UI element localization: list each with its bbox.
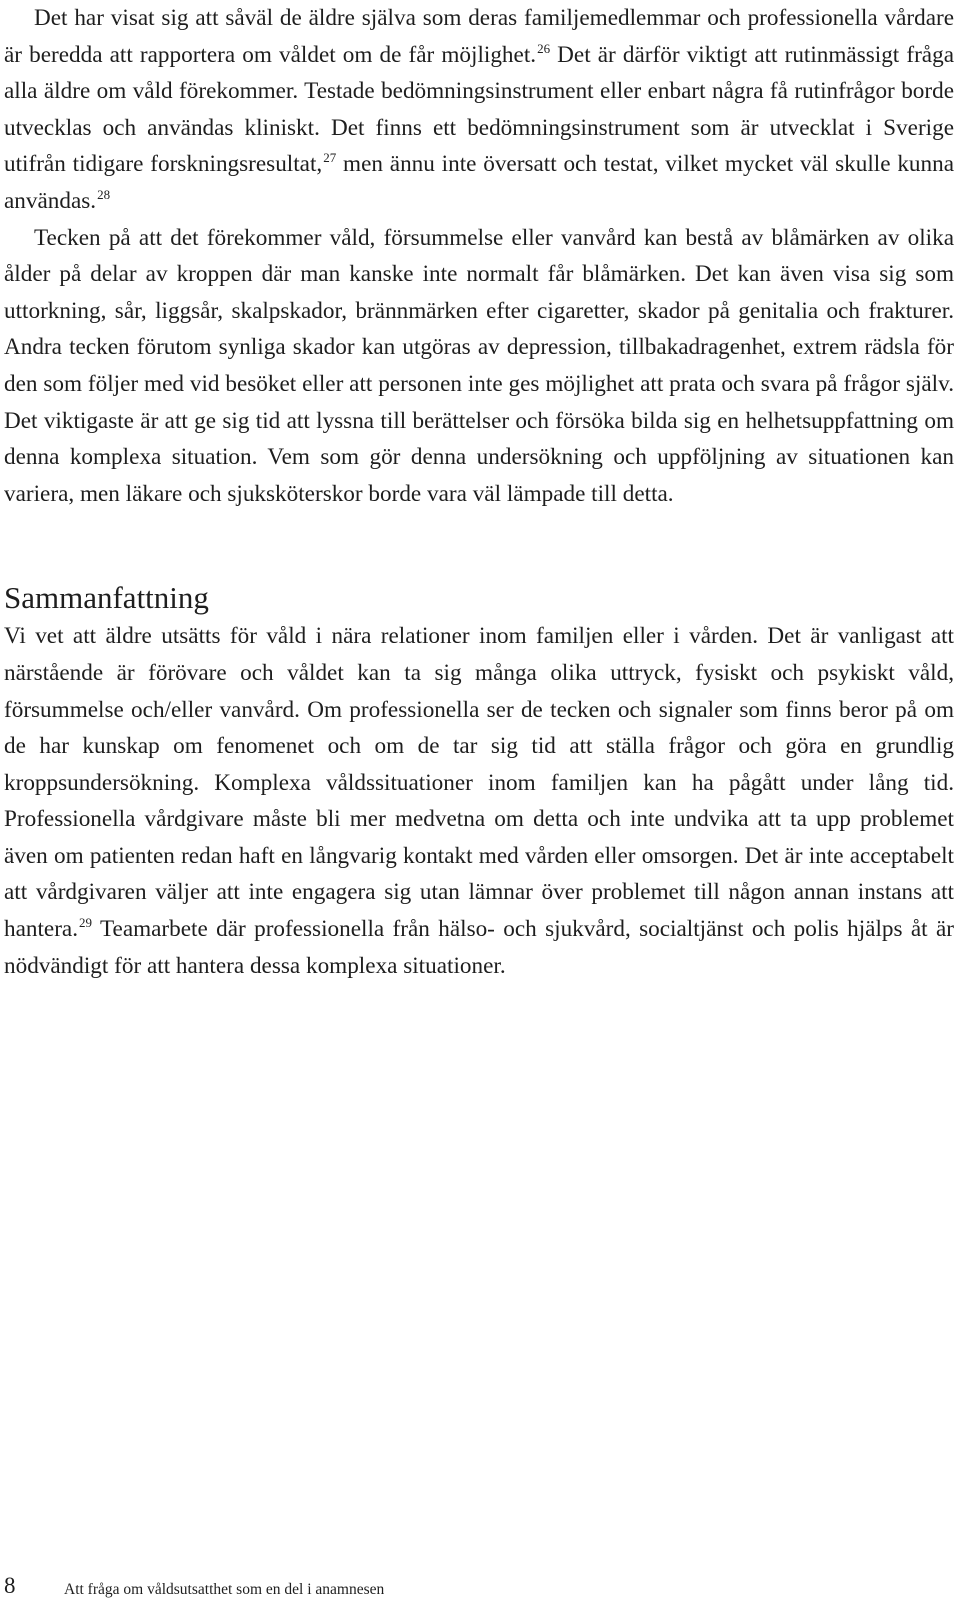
footnote-ref[interactable]: 28	[97, 186, 111, 202]
body-paragraph-signs	[4, 220, 954, 513]
summary-paragraph	[4, 618, 954, 984]
footnote-ref[interactable]: 26	[537, 40, 551, 56]
footnote-ref[interactable]: 29	[79, 915, 93, 931]
paragraph-text: Teamarbete där professionella från hälso- och sjukvård, socialtjänst och polis hjälps åt är nödvändigt för att hantera dessa komplexa situationer.	[4, 916, 954, 979]
paragraph-text: Tecken på att det förekommer våld, försummelse eller vanvård kan bestå av blåmärken av olika ålder på delar av kroppen där man kanske inte normalt får blåmärken. Det kan även visa sig som uttorkning, sår, liggsår, skalpskador, brännmärken efter cigaretter, skador på genitalia och frakturer. Andra tecken förutom synliga skador kan utgöras av depression, tillbakadragenhet, extrem rädsla för den som följer med vid besöket eller att personen inte ges möjlighet att prata och svara på frågor själv. Det viktigaste är att ge sig tid att lyssna till berättelser och försöka bilda sig en helhetsuppfattning om denna komplexa situation. Vem som gör denna undersökning och uppföljning av situationen kan variera, men läkare och sjuksköterskor borde vara väl lämpade till detta.	[4, 224, 954, 507]
paragraph-text: Vi vet att äldre utsätts för våld i nära relationer inom familjen eller i vården. Det är vanligast att närstående är förövare och våldet kan ta sig många olika uttryck, fysiskt och psykiskt våld, försummelse och/eller vanvård. Om professionella ser de tecken och signaler som finns beror på om de har kunskap om fenomenet och om de tar sig tid att ställa frågor och göra en grundlig kroppsundersökning. Komplexa våldssituationer inom familjen kan ha pågått under lång tid. Professionella vårdgivare måste bli mer medvetna om detta och inte undvika att ta upp problemet även om patienten redan haft en långvarig kontakt med vården eller omsorgen. Det är inte acceptabelt att vårdgivaren väljer att inte engagera sig utan lämnar över problemet till någon annan instans att hantera.	[4, 623, 954, 943]
paragraph-text: men ännu inte översatt och testat, vilket mycket väl skulle kunna användas.	[4, 151, 955, 214]
paragraph-text: Det är därför viktigt att rutinmässigt fråga alla äldre om våld förekommer. Testade bedömningsinstrument eller enbart några få rutinfrågor borde utvecklas och användas kliniskt. Det finns ett bedömningsinstrument som är utvecklat i Sverige utifrån tidigare forskningsresultat,	[4, 41, 954, 178]
body-paragraph-reporting	[4, 0, 954, 220]
paragraph-text: Det har visat sig att såväl de äldre själva som deras familjemedlemmar och professionella vårdare är beredda att rapportera om våldet om de får möjlighet.	[4, 5, 954, 68]
running-title: Att fråga om våldsutsatthet som en del i anamnesen	[64, 1581, 385, 1598]
footnote-ref[interactable]: 27	[323, 150, 337, 166]
section-heading: Sammanfattning	[4, 580, 209, 616]
page-footer	[4, 1573, 954, 1599]
document-page	[4, 0, 954, 984]
page-number: 8	[4, 1573, 16, 1598]
